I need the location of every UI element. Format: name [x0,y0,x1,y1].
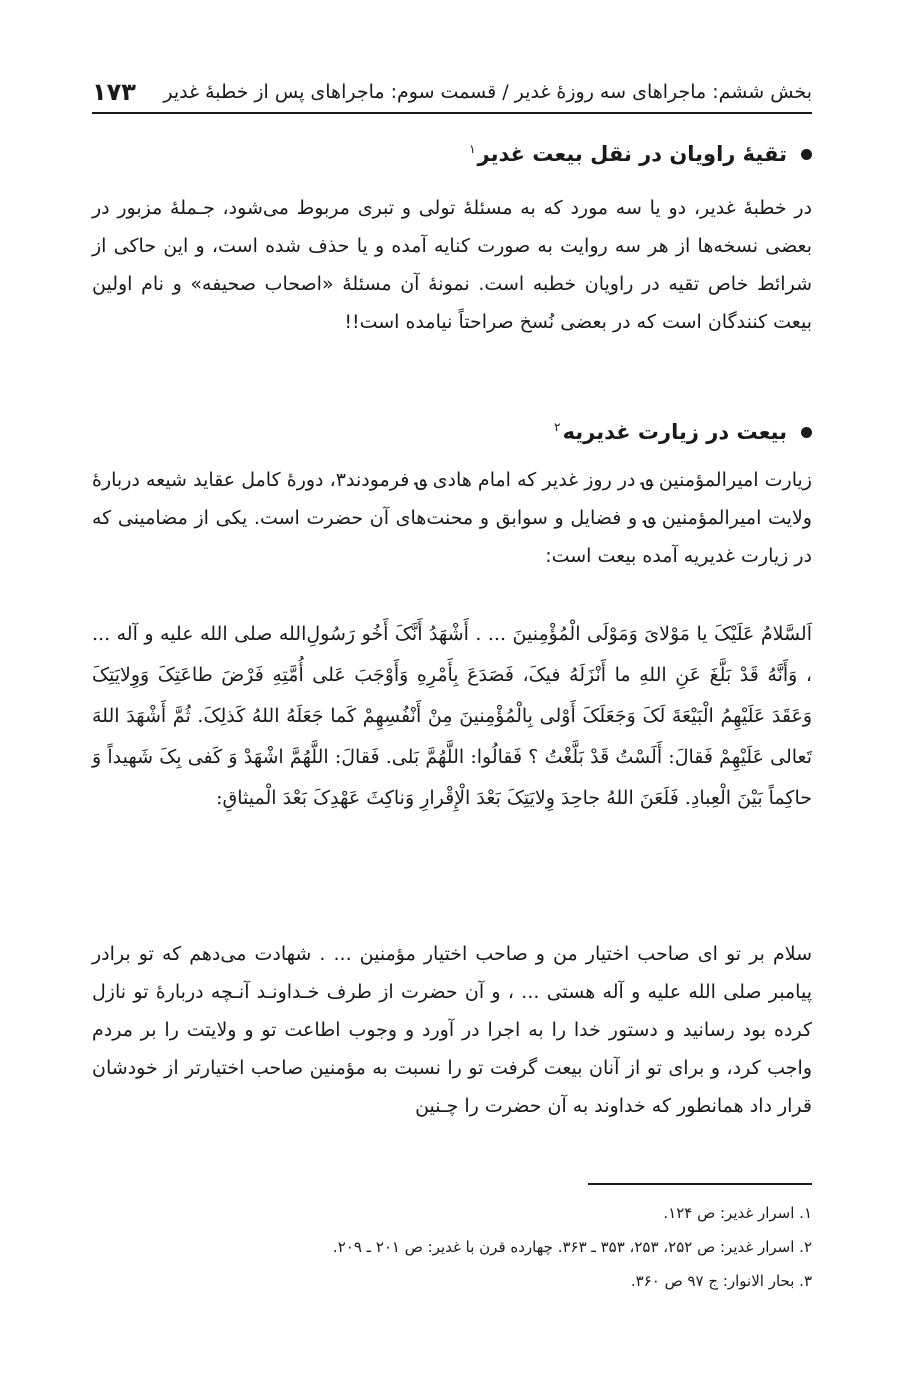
header-title: بخش ششم: ماجراهای سه روزۀ غدیر / قسمت سوم: ماجراهای پس از خطبۀ غدیر [163,81,812,103]
footnotes [92,1196,812,1298]
footnote-2: ۲. اسرار غدیر: ص ۲۵۲، ۲۵۳، ۳۵۳ ـ ۳۶۳. چهارده قرن با غدیر: ص ۲۰۱ ـ ۲۰۹. [332,1238,812,1256]
footnote-ref: ۲ [554,420,561,434]
paragraph-ziyarat: زیارت امیرالمؤمنین ؈ در روز غدیر که امام هادی ؈ فرمودند۳، دورۀ کامل عقاید شیعه دربارۀ ولایت امیرالمؤمنین ؈ و فضایل و سوابق و محنت‌های آن حضرت است. یکی از مضامینی که در زیارت غدیریه آمده بیعت است: [92,469,812,567]
section-heading-ziyarat [92,420,812,444]
footnote-1: ۱. اسرار غدیر: ص ۱۲۴. [663,1204,812,1222]
heading-text: بیعت در زیارت غدیریه [562,420,787,444]
page-number: ۱۷۳ [92,78,136,106]
section-heading-taqiyya [92,142,812,166]
heading-text: تقیۀ راویان در نقل بیعت غدیر [477,142,787,166]
footnote-divider [588,1183,812,1185]
bullet-icon [801,149,812,160]
book-page [92,0,812,1390]
running-header [92,72,812,114]
paragraph-taqiyya: در خطبۀ غدیر، دو یا سه مورد که به مسئلۀ تولی و تبری مربوط می‌شود، جـملۀ مزبور در بعضی نسخه‌ها از هر سه روایت به صورت کنایه آمده و یا حذف شده است، و این حاکی از شرائط خاص تقیه در راویان خطبه است. نمونۀ آن مسئلۀ «اصحاب صحیفه» و نام اولین بیعت کنندگان است که در بعضی نُسخ صراحتاً نیامده است!! [92,197,812,333]
paragraph-translation: سلام بر تو ای صاحب اختیار من و صاحب اختیار مؤمنین ... . شهادت می‌دهم که تو برادر پیامبر صلی الله علیه و آله هستی ... ، و آن حضرت از طرف خـداونـد آنـچه دربارۀ تو نازل کرده بود رسانید و دستور خدا را به اجرا در آورد و وجوب اطاعت تو و ولایتت را بر مردم واجب کرد، و برای تو از آنان بیعت گرفت تو را نسبت به مؤمنین صاحب اختیارتر از خودشان قرار داد همانطور که خداوند به آن حضرت را چـنین [92,943,812,1117]
arabic-ziyarat-text: اَلسَّلامُ عَلَیْکَ یا مَوْلایَ وَمَوْلَی الْمُؤْمِنینَ ... . أَشْهَدُ أَنَّکَ أَخُو رَسُولِ‌الله صلی الله علیه و آله ... ، وَأَنَّهُ قَدْ بَلَّغَ عَنِ اللهِ ما أَنْزَلَهُ فیکَ، فَصَدَعَ بِأَمْرِهِ وَأَوْجَبَ عَلی أُمَّتِهِ فَرْضَ طاعَتِکَ وَوِلایَتِکَ وَعَقَدَ عَلَیْهِمُ الْبَیْعَةَ لَکَ وَجَعَلَکَ أَوْلی بِالْمُؤْمِنینَ مِنْ أَنْفُسِهِمْ کَما جَعَلَهُ اللهُ کَذلِکَ. ثُمَّ أَشْهَدَ اللهَ تَعالی عَلَیْهِمْ فَقالَ: أَلَسْتُ قَدْ بَلَّغْتُ ؟ فَقالُوا: اللَّهُمَّ بَلی. فَقالَ: اللَّهُمَّ اشْهَدْ وَ کَفی بِکَ شَهیداً وَ حاکِماً بَیْنَ الْعِبادِ. فَلَعَنَ اللهُ جاحِدَ وِلایَتِکَ بَعْدَ الْإِقْرارِ وَناکِثَ عَهْدِکَ بَعْدَ الْمیثاقِ: [92,623,812,809]
footnote-3: ۳. بحار الانوار: ج ۹۷ ص ۳۶۰. [630,1272,812,1290]
footnote-ref: ۱ [469,142,476,156]
bullet-icon [801,427,812,438]
